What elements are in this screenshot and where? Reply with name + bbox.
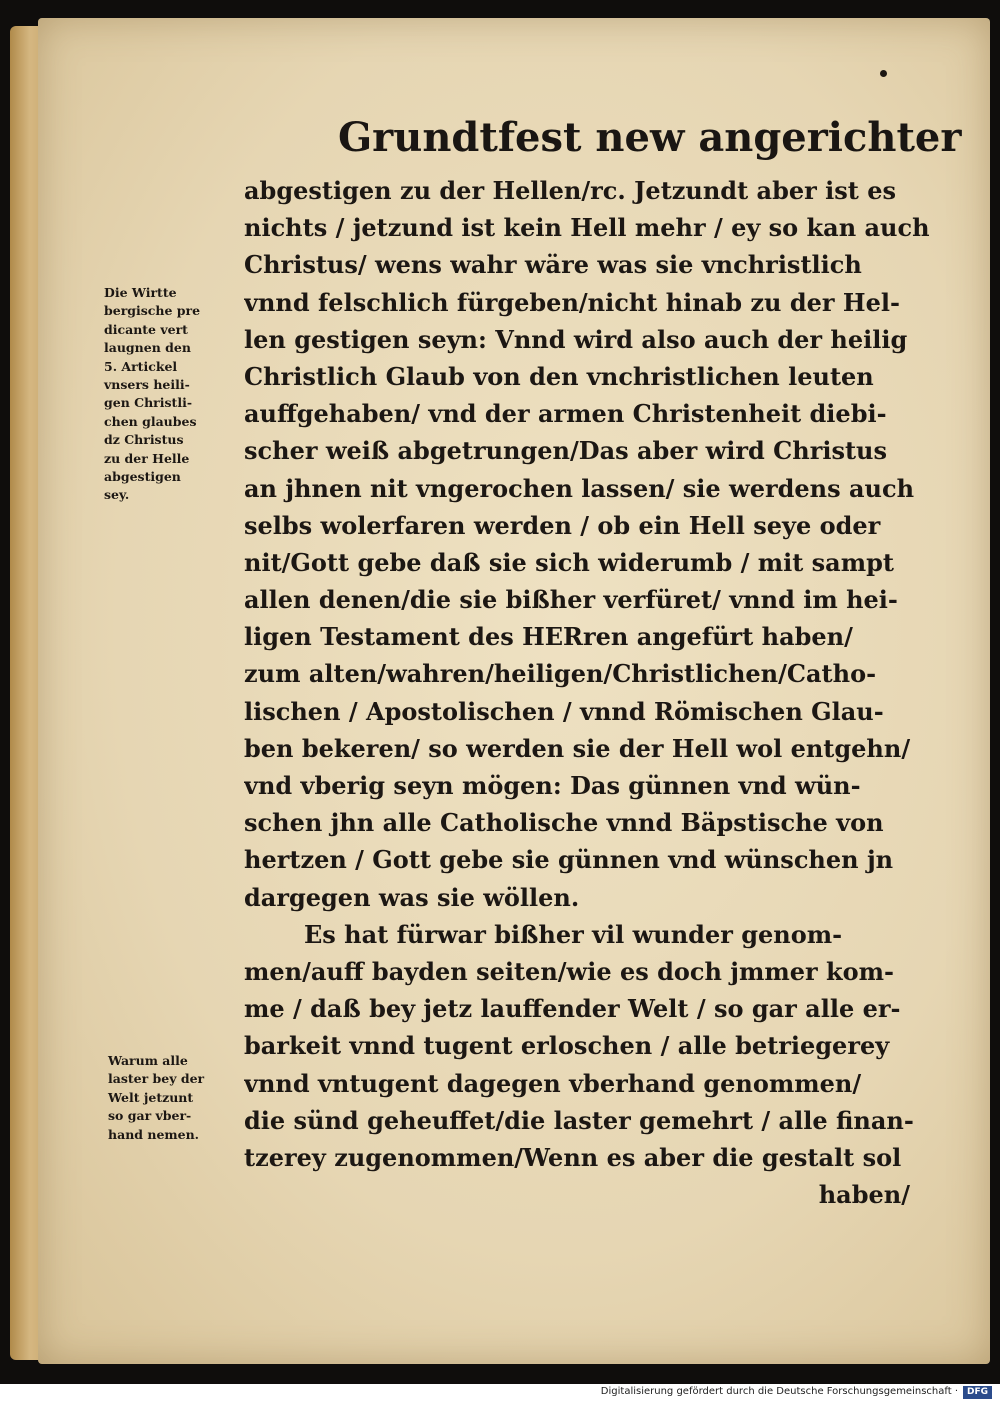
body-line: tzerey zugenommen/Wenn es aber die gestalt sol	[244, 1142, 902, 1172]
body-line: allen denen/die sie bißher verfüret/ vnnd im hei-	[244, 585, 898, 615]
body-line: selbs wolerfaren werden / ob ein Hell seye oder	[244, 510, 881, 540]
note-line: chen glaubes	[104, 413, 197, 429]
body-line: zum alten/wahren/heiligen/Christlichen/Catho-	[244, 659, 877, 689]
note-line: hand nemen.	[108, 1126, 200, 1142]
body-line: vnnd felschlich fürgeben/nicht hinab zu der Hel-	[244, 287, 900, 317]
note-line: so gar vber-	[108, 1108, 192, 1124]
body-line: hertzen / Gott gebe sie günnen vnd wünschen jn	[244, 845, 894, 875]
body-line: Christlich Glaub von den vnchristlichen leuten	[244, 361, 874, 391]
dfg-logo-icon[interactable]: DFG	[963, 1386, 992, 1399]
note-line: bergische pre	[104, 303, 201, 319]
body-line: die sünd geheuffet/die laster gemehrt / alle finan-	[244, 1105, 914, 1135]
body-line: me / daß bey jetz lauffender Welt / so gar alle er-	[244, 994, 901, 1024]
body-line: len gestigen seyn: Vnnd wird also auch der heilig	[244, 324, 908, 354]
margin-note-2	[108, 1052, 248, 1144]
note-line: 5. Artickel	[104, 358, 178, 374]
body-line: ligen Testament des HERren angefürt haben/	[244, 622, 853, 652]
paragraph-start-line: Es hat fürwar bißher vil wunder genom-	[304, 919, 843, 949]
body-line: an jhnen nit vngerochen lassen/ sie werdens auch	[244, 473, 915, 503]
body-line: vnnd vntugent dagegen vberhand genommen/	[244, 1068, 862, 1098]
body-line: auffgehaben/ vnd der armen Christenheit diebi-	[244, 399, 887, 429]
margin-note-1	[104, 284, 244, 505]
body-text	[244, 172, 944, 1213]
body-line: barkeit vnnd tugent erloschen / alle betriegerey	[244, 1031, 890, 1061]
body-line: ben bekeren/ so werden sie der Hell wol entgehn/	[244, 733, 911, 763]
note-line: laster bey der	[108, 1071, 205, 1087]
body-line: lischen / Apostolischen / vnnd Römischen Glau-	[244, 696, 884, 726]
footer-bar	[0, 1384, 1000, 1402]
body-line: nichts / jetzund ist kein Hell mehr / ey so kan auch	[244, 213, 930, 243]
note-line: vnsers heili-	[104, 377, 190, 393]
body-line: Christus/ wens wahr wäre was sie vnchristlich	[244, 250, 862, 280]
note-line: laugnen den	[104, 340, 191, 356]
body-line: abgestigen zu der Hellen/rc. Jetzundt aber ist es	[244, 176, 896, 205]
note-line: zu der Helle	[104, 450, 190, 466]
note-line: dicante vert	[104, 321, 188, 337]
note-line: Die Wirtte	[104, 285, 177, 300]
body-line: dargegen was sie wöllen.	[244, 882, 580, 912]
body-line: scher weiß abgetrungen/Das aber wird Christus	[244, 436, 888, 466]
note-line: dz Christus	[104, 432, 184, 448]
note-line: gen Christli-	[104, 395, 193, 411]
catchword: haben/	[818, 1180, 910, 1210]
note-line: abgestigen	[104, 469, 181, 485]
body-line: men/auff bayden seiten/wie es doch jmmer kom-	[244, 956, 895, 986]
funding-credit: Digitalisierung gefördert durch die Deutsche Forschungsgemeinschaft ·	[600, 1386, 958, 1397]
running-head: Grundtfest new angerichter	[338, 114, 962, 161]
body-line: vnd vberig seyn mögen: Das günnen vnd wün-	[244, 771, 861, 800]
note-line: sey.	[104, 487, 130, 503]
note-line: Welt jetzunt	[108, 1089, 194, 1105]
body-line: schen jhn alle Catholische vnnd Bäpstische von	[244, 808, 884, 838]
body-line: nit/Gott gebe daß sie sich widerumb / mit sampt	[244, 547, 894, 577]
ink-dot	[880, 70, 887, 77]
note-line: Warum alle	[108, 1053, 188, 1068]
